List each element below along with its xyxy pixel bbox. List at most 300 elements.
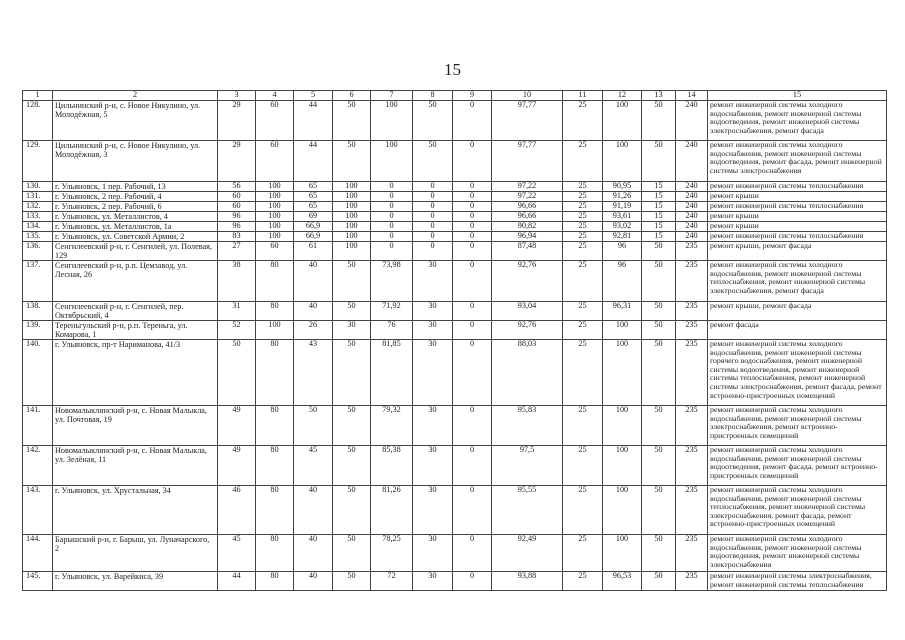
value-cell: 96 xyxy=(603,242,642,261)
value-cell: 100 xyxy=(333,222,371,232)
value-cell: 25 xyxy=(563,242,603,261)
value-cell: 15 xyxy=(642,222,676,232)
value-cell: 66,9 xyxy=(294,232,333,242)
value-cell: 50 xyxy=(642,141,676,182)
address-cell: Цильнинский р-н, с. Новое Никулино, ул. Молодёжная, 5 xyxy=(53,101,218,141)
value-cell: 96 xyxy=(603,261,642,302)
value-cell: 30 xyxy=(413,486,453,535)
value-cell: 69 xyxy=(294,212,333,222)
value-cell: 92,81 xyxy=(603,232,642,242)
value-cell: 100 xyxy=(333,242,371,261)
value-cell: 100 xyxy=(603,446,642,486)
header-cell: 15 xyxy=(708,91,887,101)
value-cell: 50 xyxy=(642,101,676,141)
value-cell: 235 xyxy=(676,572,708,591)
address-cell: г. Ульяновск, ул. Советской Армии, 2 xyxy=(53,232,218,242)
works-description-cell: ремонт крыши, ремонт фасада xyxy=(708,302,887,321)
row-number: 132. xyxy=(23,202,53,212)
value-cell: 100 xyxy=(256,321,294,340)
value-cell: 50 xyxy=(642,242,676,261)
value-cell: 40 xyxy=(294,486,333,535)
value-cell: 80 xyxy=(256,340,294,406)
row-number: 143. xyxy=(23,486,53,535)
value-cell: 60 xyxy=(218,202,256,212)
table-row xyxy=(23,101,887,141)
value-cell: 29 xyxy=(218,101,256,141)
header-cell: 4 xyxy=(256,91,294,101)
value-cell: 0 xyxy=(453,141,492,182)
value-cell: 65 xyxy=(294,202,333,212)
value-cell: 0 xyxy=(453,486,492,535)
value-cell: 97,77 xyxy=(492,141,563,182)
value-cell: 25 xyxy=(563,486,603,535)
address-cell: Новомалыклинский р-н, с. Новая Малыкла, ул. Почтовая, 19 xyxy=(53,406,218,446)
header-cell: 8 xyxy=(413,91,453,101)
value-cell: 38 xyxy=(218,261,256,302)
value-cell: 96,66 xyxy=(492,212,563,222)
value-cell: 66,9 xyxy=(294,222,333,232)
value-cell: 80 xyxy=(256,261,294,302)
value-cell: 0 xyxy=(453,101,492,141)
table-row xyxy=(23,261,887,302)
value-cell: 0 xyxy=(413,212,453,222)
address-cell: г. Ульяновск, 2 пер. Рабочий, 4 xyxy=(53,192,218,202)
row-number: 128. xyxy=(23,101,53,141)
value-cell: 0 xyxy=(453,340,492,406)
value-cell: 235 xyxy=(676,302,708,321)
address-cell: Барышский р-н, г. Барыш, ул. Луначарского, 2 xyxy=(53,535,218,572)
value-cell: 93,88 xyxy=(492,572,563,591)
table-row xyxy=(23,202,887,212)
value-cell: 25 xyxy=(563,222,603,232)
value-cell: 25 xyxy=(563,182,603,192)
works-description-cell: ремонт инженерной системы холодного водоснабжения, ремонт инженерной системы водоотведения, ремонт инженерной системы электроснабжения xyxy=(708,535,887,572)
value-cell: 50 xyxy=(642,406,676,446)
value-cell: 100 xyxy=(333,212,371,222)
address-cell: г. Ульяновск, пр-т Нариманова, 41/3 xyxy=(53,340,218,406)
header-cell: 13 xyxy=(642,91,676,101)
value-cell: 71,92 xyxy=(371,302,413,321)
value-cell: 52 xyxy=(218,321,256,340)
value-cell: 100 xyxy=(256,192,294,202)
value-cell: 76 xyxy=(371,321,413,340)
address-cell: г. Ульяновск, ул. Металлистов, 4 xyxy=(53,212,218,222)
value-cell: 100 xyxy=(603,535,642,572)
value-cell: 25 xyxy=(563,406,603,446)
value-cell: 235 xyxy=(676,406,708,446)
value-cell: 100 xyxy=(256,232,294,242)
value-cell: 30 xyxy=(333,321,371,340)
value-cell: 0 xyxy=(371,222,413,232)
value-cell: 80 xyxy=(256,572,294,591)
address-cell: Сенгилеевский р-н, г. Сенгилей, ул. Полевая, 129 xyxy=(53,242,218,261)
works-description-cell: ремонт инженерной системы холодного водоснабжения, ремонт инженерной системы теплоснабжения, ремонт инженерной системы электроснабжения, ремонт фасада xyxy=(708,261,887,302)
value-cell: 25 xyxy=(563,101,603,141)
value-cell: 50 xyxy=(642,340,676,406)
works-description-cell: ремонт инженерной системы холодного водоснабжения, ремонт инженерной системы водоотведения, ремонт фасада, ремонт инженерной системы электроснабжения xyxy=(708,141,887,182)
value-cell: 56 xyxy=(218,182,256,192)
address-cell: Цильнинский р-н, с. Новое Никулино, ул. Молодёжная, 3 xyxy=(53,141,218,182)
works-description-cell: ремонт инженерной системы теплоснабжения xyxy=(708,202,887,212)
row-number: 140. xyxy=(23,340,53,406)
value-cell: 44 xyxy=(294,141,333,182)
value-cell: 100 xyxy=(371,101,413,141)
value-cell: 25 xyxy=(563,321,603,340)
address-cell: г. Ульяновск, ул. Хрустальная, 34 xyxy=(53,486,218,535)
value-cell: 15 xyxy=(642,202,676,212)
value-cell: 30 xyxy=(413,340,453,406)
works-description-cell: ремонт инженерной системы электроснабжения, ремонт инженерной системы теплоснабжения xyxy=(708,572,887,591)
value-cell: 50 xyxy=(333,535,371,572)
value-cell: 25 xyxy=(563,232,603,242)
value-cell: 40 xyxy=(294,302,333,321)
works-description-cell: ремонт крыши, ремонт фасада xyxy=(708,242,887,261)
value-cell: 92,76 xyxy=(492,321,563,340)
header-cell: 12 xyxy=(603,91,642,101)
works-description-cell: ремонт крыши xyxy=(708,192,887,202)
value-cell: 0 xyxy=(371,242,413,261)
row-number: 138. xyxy=(23,302,53,321)
value-cell: 50 xyxy=(413,101,453,141)
value-cell: 80 xyxy=(256,535,294,572)
value-cell: 0 xyxy=(453,222,492,232)
value-cell: 50 xyxy=(642,261,676,302)
value-cell: 30 xyxy=(413,321,453,340)
page-number: 15 xyxy=(444,60,461,79)
value-cell: 80 xyxy=(256,302,294,321)
value-cell: 60 xyxy=(256,242,294,261)
value-cell: 95,55 xyxy=(492,486,563,535)
value-cell: 0 xyxy=(413,192,453,202)
value-cell: 97,22 xyxy=(492,182,563,192)
row-number: 145. xyxy=(23,572,53,591)
row-number: 144. xyxy=(23,535,53,572)
value-cell: 80 xyxy=(256,486,294,535)
value-cell: 50 xyxy=(413,141,453,182)
value-cell: 25 xyxy=(563,141,603,182)
table-row xyxy=(23,340,887,406)
value-cell: 0 xyxy=(413,202,453,212)
value-cell: 100 xyxy=(256,202,294,212)
value-cell: 45 xyxy=(218,535,256,572)
table-row xyxy=(23,321,887,340)
value-cell: 90,95 xyxy=(603,182,642,192)
table-row xyxy=(23,572,887,591)
row-number: 139. xyxy=(23,321,53,340)
table-row xyxy=(23,242,887,261)
value-cell: 40 xyxy=(294,572,333,591)
value-cell: 50 xyxy=(642,321,676,340)
value-cell: 90,82 xyxy=(492,222,563,232)
value-cell: 81,26 xyxy=(371,486,413,535)
value-cell: 95,83 xyxy=(492,406,563,446)
value-cell: 81,85 xyxy=(371,340,413,406)
value-cell: 26 xyxy=(294,321,333,340)
value-cell: 96,66 xyxy=(492,202,563,212)
value-cell: 100 xyxy=(333,232,371,242)
value-cell: 93,04 xyxy=(492,302,563,321)
value-cell: 0 xyxy=(371,192,413,202)
value-cell: 235 xyxy=(676,535,708,572)
table-row xyxy=(23,192,887,202)
header-cell: 1 xyxy=(23,91,53,101)
value-cell: 25 xyxy=(563,261,603,302)
value-cell: 0 xyxy=(413,182,453,192)
value-cell: 0 xyxy=(453,321,492,340)
value-cell: 100 xyxy=(603,340,642,406)
table-row xyxy=(23,182,887,192)
value-cell: 240 xyxy=(676,222,708,232)
value-cell: 85,38 xyxy=(371,446,413,486)
value-cell: 235 xyxy=(676,242,708,261)
value-cell: 100 xyxy=(256,222,294,232)
value-cell: 46 xyxy=(218,486,256,535)
row-number: 129. xyxy=(23,141,53,182)
header-cell: 9 xyxy=(453,91,492,101)
value-cell: 235 xyxy=(676,340,708,406)
value-cell: 40 xyxy=(294,261,333,302)
value-cell: 240 xyxy=(676,192,708,202)
value-cell: 49 xyxy=(218,446,256,486)
value-cell: 50 xyxy=(333,101,371,141)
works-description-cell: ремонт инженерной системы теплоснабжения xyxy=(708,232,887,242)
value-cell: 0 xyxy=(453,261,492,302)
row-number: 134. xyxy=(23,222,53,232)
value-cell: 93,02 xyxy=(603,222,642,232)
header-cell: 6 xyxy=(333,91,371,101)
value-cell: 43 xyxy=(294,340,333,406)
value-cell: 15 xyxy=(642,212,676,222)
value-cell: 65 xyxy=(294,192,333,202)
value-cell: 50 xyxy=(333,261,371,302)
value-cell: 88,03 xyxy=(492,340,563,406)
value-cell: 50 xyxy=(642,486,676,535)
value-cell: 25 xyxy=(563,535,603,572)
value-cell: 92,49 xyxy=(492,535,563,572)
value-cell: 96 xyxy=(218,212,256,222)
row-number: 131. xyxy=(23,192,53,202)
value-cell: 60 xyxy=(218,192,256,202)
value-cell: 65 xyxy=(294,182,333,192)
header-cell: 7 xyxy=(371,91,413,101)
value-cell: 97,22 xyxy=(492,192,563,202)
table-row xyxy=(23,141,887,182)
value-cell: 100 xyxy=(603,486,642,535)
value-cell: 80 xyxy=(256,406,294,446)
value-cell: 15 xyxy=(642,182,676,192)
value-cell: 50 xyxy=(642,446,676,486)
value-cell: 50 xyxy=(642,535,676,572)
value-cell: 0 xyxy=(453,302,492,321)
value-cell: 50 xyxy=(333,340,371,406)
value-cell: 45 xyxy=(294,446,333,486)
value-cell: 235 xyxy=(676,321,708,340)
value-cell: 92,76 xyxy=(492,261,563,302)
value-cell: 91,26 xyxy=(603,192,642,202)
row-number: 135. xyxy=(23,232,53,242)
value-cell: 0 xyxy=(453,192,492,202)
value-cell: 80 xyxy=(256,446,294,486)
value-cell: 0 xyxy=(453,535,492,572)
address-cell: г. Ульяновск, 1 пер. Рабочий, 13 xyxy=(53,182,218,192)
value-cell: 25 xyxy=(563,446,603,486)
value-cell: 240 xyxy=(676,101,708,141)
value-cell: 100 xyxy=(603,321,642,340)
header-cell: 5 xyxy=(294,91,333,101)
header-cell: 10 xyxy=(492,91,563,101)
value-cell: 97,77 xyxy=(492,101,563,141)
value-cell: 0 xyxy=(453,182,492,192)
address-cell: Тереньгульский р-н, р.п. Тереньга, ул. Комарова, 1 xyxy=(53,321,218,340)
value-cell: 50 xyxy=(218,340,256,406)
value-cell: 0 xyxy=(453,572,492,591)
value-cell: 30 xyxy=(413,261,453,302)
value-cell: 0 xyxy=(453,202,492,212)
value-cell: 60 xyxy=(256,101,294,141)
header-cell: 2 xyxy=(53,91,218,101)
works-description-cell: ремонт фасада xyxy=(708,321,887,340)
value-cell: 235 xyxy=(676,486,708,535)
value-cell: 240 xyxy=(676,232,708,242)
value-cell: 0 xyxy=(413,242,453,261)
value-cell: 0 xyxy=(371,202,413,212)
address-cell: Сенгилеевский р-н, р.п. Цемзавод, ул. Лесная, 26 xyxy=(53,261,218,302)
table-row xyxy=(23,212,887,222)
value-cell: 0 xyxy=(371,182,413,192)
value-cell: 240 xyxy=(676,202,708,212)
value-cell: 27 xyxy=(218,242,256,261)
value-cell: 240 xyxy=(676,212,708,222)
value-cell: 96,94 xyxy=(492,232,563,242)
row-number: 133. xyxy=(23,212,53,222)
value-cell: 100 xyxy=(333,182,371,192)
row-number: 142. xyxy=(23,446,53,486)
address-cell: г. Ульяновск, ул. Металлистов, 1а xyxy=(53,222,218,232)
value-cell: 240 xyxy=(676,141,708,182)
value-cell: 100 xyxy=(603,406,642,446)
value-cell: 50 xyxy=(333,446,371,486)
value-cell: 0 xyxy=(413,232,453,242)
address-cell: Сенгилеевский р-н, г. Сенгилей, пер. Октябрьский, 4 xyxy=(53,302,218,321)
table-row xyxy=(23,446,887,486)
value-cell: 100 xyxy=(603,141,642,182)
value-cell: 50 xyxy=(294,406,333,446)
value-cell: 0 xyxy=(371,232,413,242)
value-cell: 40 xyxy=(294,535,333,572)
value-cell: 83 xyxy=(218,232,256,242)
value-cell: 0 xyxy=(453,212,492,222)
address-cell: г. Ульяновск, ул. Варейкиса, 39 xyxy=(53,572,218,591)
value-cell: 240 xyxy=(676,182,708,192)
works-description-cell: ремонт крыши xyxy=(708,212,887,222)
works-description-cell: ремонт инженерной системы холодного водоснабжения, ремонт инженерной системы горячего водоснабжения, ремонт инженерной системы водоотведения, ремонт инженерной системы теплоснабжения, ремонт инженерной системы электроснабжения, ремонт фасада, ремонт встроенно-пристроенных помещений xyxy=(708,340,887,406)
value-cell: 79,32 xyxy=(371,406,413,446)
row-number: 136. xyxy=(23,242,53,261)
works-description-cell: ремонт инженерной системы холодного водоснабжения, ремонт инженерной системы водоотведения, ремонт фасада, ремонт встроенно-пристроенных помещений xyxy=(708,446,887,486)
header-cell: 11 xyxy=(563,91,603,101)
value-cell: 96,31 xyxy=(603,302,642,321)
value-cell: 0 xyxy=(453,232,492,242)
row-number: 141. xyxy=(23,406,53,446)
header-row xyxy=(23,91,887,101)
data-table xyxy=(22,90,887,591)
value-cell: 31 xyxy=(218,302,256,321)
table-row xyxy=(23,302,887,321)
value-cell: 15 xyxy=(642,232,676,242)
value-cell: 97,5 xyxy=(492,446,563,486)
value-cell: 25 xyxy=(563,302,603,321)
row-number: 130. xyxy=(23,182,53,192)
address-cell: г. Ульяновск, 2 пер. Рабочий, 6 xyxy=(53,202,218,212)
value-cell: 50 xyxy=(333,302,371,321)
value-cell: 100 xyxy=(256,212,294,222)
value-cell: 0 xyxy=(413,222,453,232)
value-cell: 25 xyxy=(563,340,603,406)
value-cell: 50 xyxy=(333,486,371,535)
value-cell: 25 xyxy=(563,192,603,202)
value-cell: 73,98 xyxy=(371,261,413,302)
value-cell: 30 xyxy=(413,406,453,446)
value-cell: 78,25 xyxy=(371,535,413,572)
value-cell: 50 xyxy=(333,141,371,182)
value-cell: 100 xyxy=(371,141,413,182)
value-cell: 100 xyxy=(333,192,371,202)
value-cell: 100 xyxy=(603,101,642,141)
value-cell: 91,19 xyxy=(603,202,642,212)
address-cell: Новомалыклинский р-н, с. Новая Малыкла, ул. Зелёная, 11 xyxy=(53,446,218,486)
value-cell: 25 xyxy=(563,202,603,212)
header-cell: 14 xyxy=(676,91,708,101)
value-cell: 0 xyxy=(371,212,413,222)
value-cell: 29 xyxy=(218,141,256,182)
value-cell: 30 xyxy=(413,446,453,486)
value-cell: 50 xyxy=(642,302,676,321)
table-row xyxy=(23,222,887,232)
value-cell: 96 xyxy=(218,222,256,232)
value-cell: 15 xyxy=(642,192,676,202)
works-description-cell: ремонт инженерной системы холодного водоснабжения, ремонт инженерной системы теплоснабжения, ремонт инженерной системы электроснабжения, ремонт фасада, ремонт встроенно-пристроенных помещений xyxy=(708,486,887,535)
value-cell: 44 xyxy=(218,572,256,591)
value-cell: 100 xyxy=(333,202,371,212)
table-row xyxy=(23,406,887,446)
value-cell: 72 xyxy=(371,572,413,591)
value-cell: 50 xyxy=(333,406,371,446)
table-row xyxy=(23,486,887,535)
value-cell: 30 xyxy=(413,572,453,591)
header-cell: 3 xyxy=(218,91,256,101)
value-cell: 93,61 xyxy=(603,212,642,222)
value-cell: 30 xyxy=(413,302,453,321)
works-description-cell: ремонт инженерной системы теплоснабжения xyxy=(708,182,887,192)
value-cell: 30 xyxy=(413,535,453,572)
value-cell: 0 xyxy=(453,446,492,486)
table-row xyxy=(23,535,887,572)
works-description-cell: ремонт инженерной системы холодного водоснабжения, ремонт инженерной системы электроснабжения, ремонт встроенно-пристроенных помещений xyxy=(708,406,887,446)
value-cell: 50 xyxy=(642,572,676,591)
value-cell: 44 xyxy=(294,101,333,141)
value-cell: 50 xyxy=(333,572,371,591)
value-cell: 49 xyxy=(218,406,256,446)
value-cell: 25 xyxy=(563,572,603,591)
value-cell: 0 xyxy=(453,406,492,446)
table-row xyxy=(23,232,887,242)
value-cell: 100 xyxy=(256,182,294,192)
row-number: 137. xyxy=(23,261,53,302)
value-cell: 61 xyxy=(294,242,333,261)
works-description-cell: ремонт инженерной системы холодного водоснабжения, ремонт инженерной системы водоотведения, ремонт инженерной системы электроснабжения, ремонт фасада xyxy=(708,101,887,141)
value-cell: 87,48 xyxy=(492,242,563,261)
value-cell: 0 xyxy=(453,242,492,261)
